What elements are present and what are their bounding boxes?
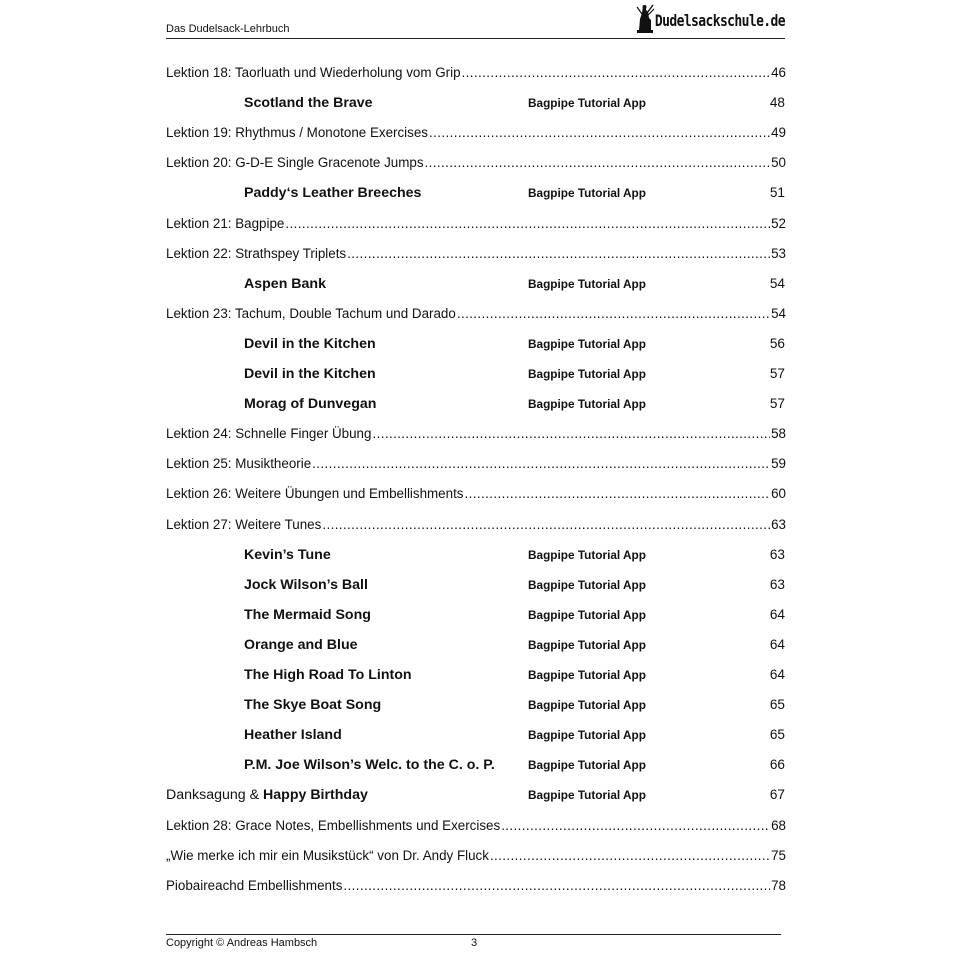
footer-page-number: 3 [471,937,478,949]
toc-entry-page: 46 [771,65,786,80]
toc-tune-entry[interactable] [166,630,786,660]
page-footer [166,934,781,949]
tune-page: 57 [769,366,785,381]
tune-page: 56 [769,335,785,351]
tune-page: 57 [769,396,785,412]
tune-title [244,329,376,359]
toc-entry-page: 52 [771,215,786,231]
toc-entry[interactable] [166,118,786,148]
footer-copyright: Copyright © Andreas Hambsch [166,937,318,949]
toc-entry-page: 58 [771,426,786,442]
tune-app-label: Bagpipe Tutorial App [528,577,646,592]
dot-leader [429,118,770,148]
tune-app-label: Bagpipe Tutorial App [528,668,646,682]
toc-entry[interactable] [166,449,786,479]
tune-page: 65 [769,727,785,743]
tune-app-label: Bagpipe Tutorial App [528,758,646,773]
toc-entry-title: Lektion 25: Musiktheorie [166,456,312,472]
dot-leader [457,299,770,329]
toc-entry-page: 63 [771,516,786,532]
tune-page: 64 [769,606,785,622]
brand-text: Dudelsackschule.de [654,12,785,31]
dot-leader [462,58,771,88]
tune-title-text: Morag of Dunvegan [244,396,377,413]
toc-entry-page: 54 [771,305,786,321]
toc-tune-entry[interactable] [166,88,786,118]
tune-title-text: Scotland the Brave [244,95,373,112]
tune-title-text: Kevin’s Tune [244,546,331,563]
tune-page: 63 [769,576,785,592]
tune-title [244,359,376,389]
tune-title-text: The High Road To Linton [244,667,412,683]
tune-title [244,630,358,660]
tune-title [244,690,381,720]
toc-entry-title: Lektion 28: Grace Notes, Embellishments und Exercises [166,817,501,833]
tune-title [244,269,326,299]
tune-title-text: Jock Wilson’s Ball [244,576,368,593]
toc-entry[interactable] [166,299,786,329]
toc-entry-title: Lektion 20: G-D-E Single Gracenote Jumps [166,155,424,171]
toc-entry[interactable] [166,239,786,269]
tune-title-text: Heather Island [244,727,342,744]
toc-entry-page: 59 [771,456,786,472]
tune-title-text: The Skye Boat Song [244,697,382,714]
tune-app-label: Bagpipe Tutorial App [528,397,646,412]
tune-title [244,660,412,690]
toc-entry-title: Piobaireachd Embellishments [166,877,343,893]
tune-title [244,600,371,630]
tune-title-text: Aspen Bank [244,275,326,292]
tune-page: 67 [769,787,785,803]
toc-entry-page: 49 [771,125,786,141]
toc-entry-title: Lektion 27: Weitere Tunes [166,516,322,532]
tune-app-label: Bagpipe Tutorial App [528,698,646,713]
tune-page: 51 [769,185,785,201]
tune-app-label: Bagpipe Tutorial App [528,637,646,652]
toc-tune-entry[interactable] [166,269,786,299]
toc-entry[interactable] [166,841,786,871]
tune-app-label: Bagpipe Tutorial App [528,788,646,803]
toc-tune-entry[interactable] [166,178,786,208]
tune-app-label: Bagpipe Tutorial App [528,547,646,562]
tune-title [244,88,373,118]
tune-page: 65 [769,697,785,713]
tune-title-text: Paddy‘s Leather Breeches [244,185,422,202]
dot-leader [322,510,770,540]
tune-title [244,720,342,750]
dot-leader [285,209,770,239]
tune-title [244,389,376,419]
toc-entry[interactable] [166,811,786,841]
toc-tune-entry-danksagung[interactable] [166,780,786,810]
toc-entry-title: Lektion 26: Weitere Übungen und Embellishments [166,486,464,502]
toc-tune-entry[interactable] [166,540,786,570]
toc-entry-title: Lektion 21: Bagpipe [166,215,285,231]
dot-leader [425,148,771,178]
toc-tune-entry[interactable] [166,690,786,720]
tune-title [166,780,368,810]
toc-tune-entry[interactable] [166,389,786,419]
tune-title-text: Orange and Blue [244,636,358,653]
tune-title-text: P.M. Joe Wilson’s Welc. to the C. o. P. [244,757,495,774]
toc-entry-page: 78 [771,877,786,893]
tune-app-label: Bagpipe Tutorial App [528,336,646,351]
toc-entry[interactable] [166,419,786,449]
toc-entry[interactable] [166,209,786,239]
tune-page: 66 [769,757,785,773]
toc-entry-title: Lektion 23: Tachum, Double Tachum und Darado [166,305,456,321]
toc-tune-entry[interactable] [166,329,786,359]
toc-entry-page: 68 [771,817,786,833]
tune-title-text: Devil in the Kitchen [244,335,376,352]
dot-leader [372,419,770,449]
tune-app-label: Bagpipe Tutorial App [528,607,646,622]
tune-app-label: Bagpipe Tutorial App [528,186,646,201]
bagpiper-icon [634,4,654,34]
tune-title-text: Happy Birthday [263,787,368,804]
toc-entry[interactable] [166,58,786,88]
toc-entry-page: 60 [771,486,786,502]
toc-entry-page: 53 [771,245,786,261]
toc-entry[interactable] [166,148,786,178]
dot-leader [343,871,770,901]
toc-entry-title: Lektion 18: Taorluath und Wiederholung vom Grip [166,65,461,80]
toc-entry-page: 50 [771,155,786,171]
toc-tune-entry[interactable] [166,750,786,780]
toc-tune-entry[interactable] [166,660,786,690]
toc-tune-entry[interactable] [166,600,786,630]
tune-page: 48 [769,95,785,111]
toc-entry-title: Lektion 22: Strathspey Triplets [166,245,347,261]
tune-title-text: Devil in the Kitchen [244,366,376,382]
tune-page: 63 [769,546,785,562]
tune-app-label: Bagpipe Tutorial App [528,367,646,381]
dot-leader [312,449,770,479]
tune-title-text: The Mermaid Song [244,606,371,623]
dot-leader [465,479,771,509]
tune-title [244,178,421,208]
tune-title [244,570,368,600]
toc-entry[interactable] [166,510,786,540]
tune-page: 54 [769,275,785,291]
tune-title [244,750,495,780]
page-header [166,0,785,39]
toc-entry-title: Lektion 19: Rhythmus / Monotone Exercises [166,125,428,141]
toc-entry-title: Lektion 24: Schnelle Finger Übung [166,426,372,442]
dot-leader [347,239,770,269]
toc-tune-entry[interactable] [166,570,786,600]
toc-entry-page: 75 [771,847,786,863]
dot-leader [501,811,770,841]
toc-tune-entry[interactable] [166,359,786,389]
tune-app-label: Bagpipe Tutorial App [528,96,646,111]
tune-page: 64 [769,667,785,682]
tune-app-label: Bagpipe Tutorial App [528,276,646,291]
tune-lead-text: Danksagung & [166,787,264,804]
toc-tune-entry[interactable] [166,720,786,750]
toc-entry[interactable] [166,479,786,509]
tune-page: 64 [769,636,785,652]
header-title: Das Dudelsack-Lehrbuch [166,23,290,35]
dot-leader [490,841,770,871]
brand-logo [634,4,785,34]
tune-app-label: Bagpipe Tutorial App [528,728,646,743]
toc-entry[interactable] [166,871,786,901]
toc-entry-title: „Wie merke ich mir ein Musikstück“ von Dr. Andy Fluck [166,847,489,863]
tune-title [244,540,331,570]
